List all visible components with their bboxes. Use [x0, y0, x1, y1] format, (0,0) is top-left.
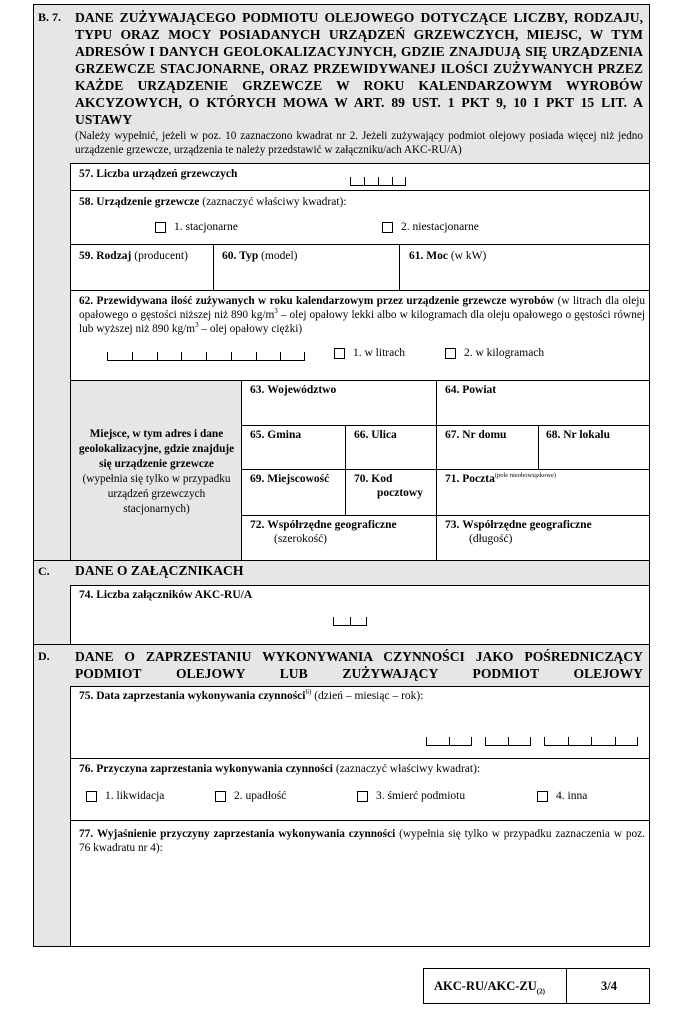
field-68-label: Nr lokalu	[563, 429, 611, 441]
section-b7-title	[75, 9, 643, 157]
field-71-optional-note: (pole nieobowiązkowe)	[494, 472, 557, 480]
field-65-num: 65.	[250, 429, 265, 441]
field-76-option-4[interactable]	[537, 790, 587, 802]
option-label: 1. likwidacja	[105, 790, 165, 802]
field-74	[70, 585, 650, 645]
field-76-hint: (zaznaczyć właściwy kwadrat):	[332, 763, 481, 775]
page-number: 3/4	[601, 979, 617, 993]
field-64-label: Powiat	[462, 384, 497, 396]
field-62-sup-1: 3	[274, 307, 278, 316]
checkbox[interactable]	[537, 791, 548, 802]
field-66-num: 66.	[354, 429, 369, 441]
field-76-option-3[interactable]	[357, 790, 465, 802]
checkbox[interactable]	[215, 791, 226, 802]
option-label: 3. śmierć podmiotu	[376, 790, 466, 802]
option-label: 2. w kilogramach	[464, 347, 545, 359]
field-61-label: Moc	[426, 250, 448, 262]
checkbox[interactable]	[155, 222, 166, 233]
field-65[interactable]	[241, 425, 345, 469]
field-58	[70, 190, 650, 244]
field-62-digit-boxes[interactable]	[107, 346, 305, 361]
field-62-label: Przewidywana ilość zużywanych w roku kalendarzowym przez urządzenie grzewcze wyrobów	[96, 295, 555, 307]
field-71[interactable]	[436, 469, 650, 515]
option-label: 1. stacjonarne	[174, 221, 238, 233]
field-61-num: 61.	[409, 250, 424, 262]
checkbox[interactable]	[382, 222, 393, 233]
field-63[interactable]	[241, 380, 436, 425]
field-67-label: Nr domu	[462, 429, 507, 441]
field-63-num: 63.	[250, 384, 265, 396]
field-61-hint: (w kW)	[447, 250, 487, 262]
field-70-num: 70.	[354, 473, 369, 485]
field-58-label: Urządzenie grzewcze	[96, 196, 200, 208]
field-72[interactable]	[241, 515, 436, 561]
field-75-hint: (dzień – miesiąc – rok):	[311, 690, 424, 702]
field-62-option-2[interactable]	[445, 347, 544, 359]
field-71-num: 71.	[445, 473, 460, 485]
section-d-letter: D.	[38, 649, 50, 663]
field-58-option-2[interactable]	[382, 221, 479, 233]
field-62-num: 62.	[79, 295, 94, 307]
field-60[interactable]	[213, 244, 399, 290]
field-77-num: 77.	[79, 828, 94, 840]
field-75-day-boxes[interactable]	[426, 731, 472, 746]
section-b7-title-text: DANE ZUŻYWAJĄCEGO PODMIOTU OLEJOWEGO DOTYCZĄCE LICZBY, RODZAJU, TYPU ORAZ MOCY POSIADANYCH URZĄDZEŃ GRZEWCZYCH, MIEJSC, W TYM ADRESÓW I DANYCH GEOLOKALIZACYJNYCH, GDZIE ZNAJDUJĄ SIĘ URZĄDZENIA GRZEWCZE STACJONARNE, ORAZ PRZEWIDYWANEJ ILOŚCI ZUŻYWANYCH PRZEZ KAŻDE URZĄDZENIE GRZEWCZE W ROKU KALENDARZOWYM WYROBÓW AKCYZOWYCH, O KTÓRYCH MOWA W ART. 89 UST. 1 PKT 9, 10 I PKT 15 LIT. A USTAWY	[75, 10, 643, 127]
field-64-num: 64.	[445, 384, 460, 396]
field-72-label: Współrzędne geograficzne	[267, 519, 397, 531]
form-code: AKC-RU/AKC-ZU	[434, 979, 537, 993]
field-70-label-line1: Kod	[371, 473, 393, 485]
field-68[interactable]	[538, 425, 650, 469]
field-74-digit-boxes[interactable]	[333, 611, 367, 626]
form-code-version: (2)	[536, 987, 545, 996]
field-57-num: 57.	[79, 168, 94, 180]
field-69-label: Miejscowość	[267, 473, 330, 485]
field-70[interactable]	[345, 469, 436, 515]
checkbox[interactable]	[86, 791, 97, 802]
field-58-option-1[interactable]	[155, 221, 238, 233]
field-76-label: Przyczyna zaprzestania wykonywania czynności	[96, 763, 333, 775]
page-number-cell	[566, 969, 650, 1003]
option-label: 1. w litrach	[353, 347, 406, 359]
field-77[interactable]	[70, 820, 650, 947]
field-58-num: 58.	[79, 196, 94, 208]
checkbox[interactable]	[334, 348, 345, 359]
field-75-month-boxes[interactable]	[485, 731, 531, 746]
field-63-label: Województwo	[267, 384, 337, 396]
field-57-digit-boxes[interactable]	[350, 171, 406, 186]
field-76-num: 76.	[79, 763, 94, 775]
field-60-hint: (model)	[258, 250, 298, 262]
field-62-hint-c: – olej opałowy ciężki)	[198, 323, 303, 335]
field-61[interactable]	[399, 244, 650, 290]
field-62-option-1[interactable]	[334, 347, 405, 359]
field-76-option-1[interactable]	[86, 790, 164, 802]
field-68-num: 68.	[546, 429, 561, 441]
field-58-hint: (zaznaczyć właściwy kwadrat):	[199, 196, 347, 208]
field-73-label: Współrzędne geograficzne	[462, 519, 592, 531]
field-72-num: 72.	[250, 519, 265, 531]
field-64[interactable]	[436, 380, 650, 425]
field-60-num: 60.	[222, 250, 237, 262]
section-b7-letter: B. 7.	[38, 10, 62, 24]
field-77-label: Wyjaśnienie przyczyny zaprzestania wykonywania czynności	[97, 828, 396, 840]
field-66-label: Ulica	[371, 429, 397, 441]
field-74-label: Liczba załączników AKC-RU/A	[96, 589, 253, 601]
field-76-option-2[interactable]	[215, 790, 286, 802]
field-62-hint-a: (w litrach dla oleju opałowego o gęstości niższej niż 890 kg/m	[79, 295, 646, 321]
section-d-title: DANE O ZAPRZESTANIU WYKONYWANIA CZYNNOŚCI JAKO POŚREDNICZĄCY PODMIOT OLEJOWY LUB ZUŻYWAJĄCY PODMIOT OLEJOWY	[75, 649, 643, 681]
field-62-sup-2: 3	[195, 321, 199, 330]
field-69-num: 69.	[250, 473, 265, 485]
field-66[interactable]	[345, 425, 436, 469]
field-75	[70, 686, 650, 758]
field-65-label: Gmina	[267, 429, 302, 441]
field-75-year-boxes[interactable]	[544, 731, 638, 746]
place-label-cell	[70, 380, 241, 561]
field-73-num: 73.	[445, 519, 460, 531]
field-70-label-line2: pocztowy	[377, 487, 423, 499]
field-69[interactable]	[241, 469, 345, 515]
field-76	[70, 758, 650, 820]
option-label: 2. upadłość	[234, 790, 287, 802]
field-67[interactable]	[436, 425, 538, 469]
field-72-hint: (szerokość)	[274, 533, 328, 545]
section-c-title: DANE O ZAŁĄCZNIKACH	[75, 563, 244, 578]
field-60-label: Typ	[239, 250, 259, 262]
field-59-num: 59.	[79, 250, 94, 262]
field-62-text	[79, 294, 645, 336]
field-77-hint: (wypełnia się tylko w przypadku zaznaczenia w poz. 76 kwadratu nr 4):	[79, 828, 646, 854]
field-75-num: 75.	[79, 690, 94, 702]
field-77-text	[79, 827, 645, 855]
field-62	[70, 290, 650, 380]
field-75-label: Data zaprzestania wykonywania czynności	[96, 690, 306, 702]
field-59[interactable]	[70, 244, 213, 290]
field-59-hint: (producent)	[131, 250, 188, 262]
section-c-letter: C.	[38, 564, 50, 578]
checkbox[interactable]	[445, 348, 456, 359]
place-title: Miejsce, w tym adres i dane geolokalizacyjne, gdzie znajduje się urządzenie grzewcze	[78, 428, 235, 470]
field-73[interactable]	[436, 515, 650, 561]
form-code-box	[423, 968, 650, 1004]
option-label: 2. niestacjonarne	[401, 221, 479, 233]
checkbox[interactable]	[357, 791, 368, 802]
place-note: (wypełnia się tylko w przypadku urządzeń grzewczych stacjonarnych)	[82, 473, 231, 515]
field-75-footnote: 6)	[305, 688, 312, 697]
field-67-num: 67.	[445, 429, 460, 441]
field-62-hint-b: – olej opałowy lekki albo w kilogramach dla oleju opałowego o gęstości równej lub wyższej niż 890 kg/m	[79, 309, 646, 335]
section-b7-note: (Należy wypełnić, jeżeli w poz. 10 zaznaczono kwadrat nr 2. Jeżeli zużywający podmiot olejowy posiada więcej niż jedno urządzenie grzewcze, urządzenia te należy przedstawić w załączniku/ach AKC-RU/A)	[75, 130, 643, 156]
field-73-hint: (długość)	[469, 533, 513, 545]
field-71-label: Poczta	[462, 473, 495, 485]
field-57-label: Liczba urządzeń grzewczych	[96, 168, 238, 180]
field-57[interactable]	[70, 163, 650, 190]
option-label: 4. inna	[556, 790, 588, 802]
field-59-label: Rodzaj	[96, 250, 132, 262]
field-74-num: 74.	[79, 589, 94, 601]
